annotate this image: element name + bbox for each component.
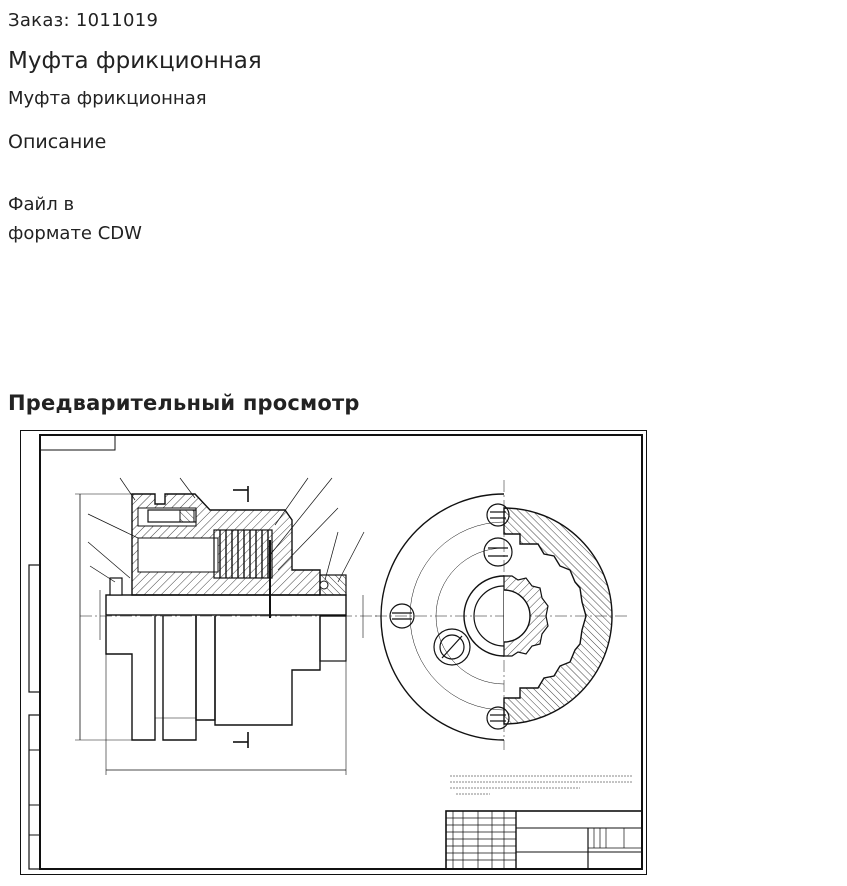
title-block (446, 776, 642, 869)
page-title: Муфта фрикционная (8, 48, 262, 74)
file-format-line-2: формате CDW (8, 223, 142, 244)
preview-heading: Предварительный просмотр (8, 391, 360, 415)
sheet-frame (21, 431, 647, 875)
end-view (375, 480, 630, 750)
section-view (75, 478, 380, 775)
order-number: Заказ: 1011019 (8, 10, 159, 31)
description-heading: Описание (8, 131, 107, 153)
page-subtitle: Муфта фрикционная (8, 88, 207, 109)
drawing-preview-image[interactable] (20, 430, 648, 876)
file-format-line-1: Файл в (8, 194, 75, 215)
